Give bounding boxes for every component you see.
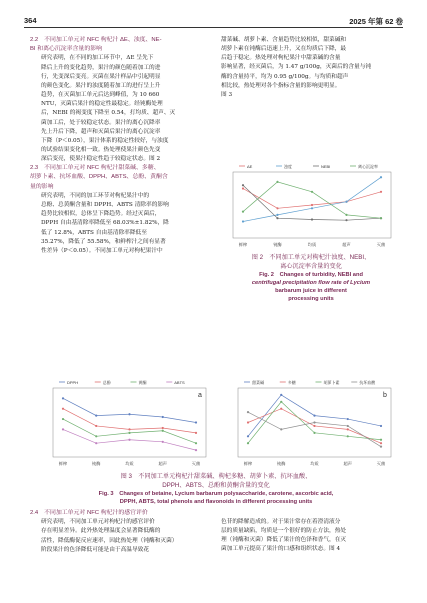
x-tick-label: 灭菌 bbox=[376, 461, 386, 466]
data-point bbox=[345, 219, 347, 221]
x-tick-label: 超声 bbox=[342, 242, 351, 247]
data-point bbox=[95, 435, 97, 437]
data-point bbox=[347, 435, 349, 437]
data-point bbox=[162, 441, 164, 443]
data-point bbox=[62, 408, 64, 410]
section-2-4-left bbox=[30, 509, 208, 555]
data-point bbox=[380, 446, 382, 448]
legend-label: 黄酮 bbox=[138, 380, 147, 385]
series-line bbox=[243, 185, 381, 220]
data-point bbox=[162, 427, 164, 429]
legend-label: 离心沉淀率 bbox=[358, 164, 378, 169]
data-point bbox=[380, 176, 382, 178]
legend-label: 总酚 bbox=[102, 380, 111, 385]
figure-3a-chart bbox=[41, 374, 216, 469]
data-point bbox=[313, 421, 315, 423]
data-point bbox=[347, 418, 349, 420]
x-tick-label: 钝酶 bbox=[92, 461, 101, 466]
data-point bbox=[347, 428, 349, 430]
running-header bbox=[24, 14, 403, 28]
data-point bbox=[311, 218, 313, 220]
data-point bbox=[162, 416, 164, 418]
x-tick-label: 鲜榨 bbox=[58, 461, 68, 466]
data-point bbox=[162, 430, 164, 432]
data-point bbox=[128, 439, 130, 441]
data-point bbox=[280, 401, 282, 403]
legend-label: 甜菜碱 bbox=[252, 380, 264, 385]
chart-legend bbox=[239, 163, 378, 169]
data-point bbox=[276, 214, 278, 216]
left-column bbox=[30, 36, 208, 256]
panel-label: a bbox=[198, 392, 202, 399]
data-point bbox=[276, 181, 278, 183]
data-point bbox=[195, 449, 197, 451]
data-point bbox=[380, 217, 382, 219]
data-point bbox=[242, 187, 244, 189]
x-tick-label: 超声 bbox=[343, 461, 352, 466]
x-tick-label: 均质 bbox=[307, 242, 317, 247]
data-point bbox=[276, 207, 278, 209]
legend-label: 抗坏血酸 bbox=[359, 380, 376, 385]
data-point bbox=[242, 184, 244, 186]
section-2-4-right: 色苷的降解造成的。对于果汁常存在着澄清液分 层的质量缺陷，均质是一个很好的防止方法，热处 理（钝酶和灭菌）降低了果汁的色泽和香气，在灭 菌加工单元提高了果汁的口感和组织状态。图 4 bbox=[221, 519, 347, 553]
x-tick-label: 钝酶 bbox=[277, 461, 286, 466]
data-point bbox=[313, 432, 315, 434]
x-tick-label: 均质 bbox=[310, 461, 319, 466]
section-2-3-body: 研究表明，不同的加工环节对枸杞果汁中的 总酚、总黄酮含量和 DPPH、ABTS 清除率的影响 趋势比较相似，总体呈下降趋势。经过灭菌后， DPPH 自由基清除率降低至 68.03%±1.82%，降 低了 12.8%，ABTS 自由基清除率降低至 35.27%，降低了 55.58%，和鲜榨汁之间有显著 性差异（P＜0.05）。不同加工单元对枸杞果汁中 bbox=[41, 192, 169, 254]
data-point bbox=[62, 397, 64, 399]
data-point bbox=[95, 442, 97, 444]
x-tick-label: 钝酶 bbox=[273, 242, 282, 247]
data-point bbox=[128, 428, 130, 430]
series-line bbox=[243, 177, 381, 221]
data-point bbox=[311, 204, 313, 206]
data-point bbox=[313, 415, 315, 417]
data-point bbox=[380, 425, 382, 427]
x-tick-label: 灭菌 bbox=[376, 242, 386, 247]
legend-label: 胡萝卜素 bbox=[323, 380, 340, 385]
data-point bbox=[247, 411, 249, 413]
data-point bbox=[247, 421, 249, 423]
data-point bbox=[128, 432, 130, 434]
section-2-4-heading: 2.4 不同加工单元对 NFC 枸杞汁的感官评价 bbox=[30, 510, 148, 516]
data-point bbox=[313, 425, 315, 427]
data-point bbox=[242, 211, 244, 213]
data-point bbox=[95, 415, 97, 417]
legend-label: DPPH bbox=[67, 380, 79, 385]
page-number: 364 bbox=[24, 16, 37, 25]
x-tick-label: 鲜榨 bbox=[238, 242, 248, 247]
x-tick-label: 灭菌 bbox=[191, 461, 201, 466]
figure-2-chart bbox=[221, 158, 401, 250]
data-point bbox=[380, 442, 382, 444]
section-2-2-body: 研究表明，在不同的加工环节中，ΔE 呈先下 降后上升的变化趋势，果汁的颜色随着加工的进 行，先变深后变亮。灭菌在果汁样品中引起明显 的颜色变化。果汁的浊度随着加工的进行呈上升 趋势，在灭菌加工单元后达到峰值，为 10 660 NTU，灭菌后果汁的稳定性最稳定。经钝酶处理 后，NEBI 的褐变度下降至 0.54，打均质、超声、灭 菌加工后，处于较稳定状态。果汁的离心沉降率 先上升后下降，超声和灭菌后果汁的离心沉淀率 下降（P＜0.05），果汁体系的稳定性较好，与浊度 的试验结果变化相一致。热处理使果汁颜色先变 深后变亮，使果汁稳定性趋于较稳定状态。图 2 bbox=[41, 55, 176, 163]
chart-legend bbox=[59, 379, 185, 385]
legend-label: ABTS bbox=[174, 380, 185, 385]
data-point bbox=[345, 201, 347, 203]
x-tick-label: 鲜榨 bbox=[243, 461, 253, 466]
data-point bbox=[95, 425, 97, 427]
data-point bbox=[195, 432, 197, 434]
series-line bbox=[248, 412, 381, 447]
legend-label: 多糖 bbox=[287, 380, 296, 385]
data-point bbox=[347, 425, 349, 427]
right-column: 甜菜碱、胡萝卜素、含量趋势比较相似，甜菜碱和 胡萝卜素在钝酶后迅速上升，又在均质后下降，最 后趋于稳定。热处理对枸杞果汁中甜菜碱的含量 影响显著，经灭菌后，为 1.47 g/100g，灭菌后的含量与钝 酶的含量持平，均为 0.95 g/100g。与均质和超声 相比较，热处理对各个指标含量的影响更明显。 图 3 bbox=[221, 37, 372, 98]
data-point bbox=[242, 220, 244, 222]
section-2-2-heading: 2.2 不同加工单元对 NFC 枸杞汁 ΔE、浊度、NE- BI 和离心沉淀率含量的影响 bbox=[30, 37, 162, 53]
header-rule bbox=[24, 27, 403, 28]
data-point bbox=[311, 191, 313, 193]
section-2-3-heading: 2.3 不同加工单元对 NFC 枸杞汁甜菜碱、多糖、 胡萝卜素、抗坏血酸、DPPH、ABTS、总酚、黄酮含 量的影响 bbox=[30, 165, 168, 190]
data-point bbox=[280, 408, 282, 410]
chart-legend bbox=[244, 379, 375, 385]
data-point bbox=[195, 442, 197, 444]
figure-3b-chart bbox=[226, 374, 401, 469]
section-2-4-body-left: 研究表明，不同加工单元对枸杞汁的感官评价 存在明显差异。此外热处理温度会显著降低酶的 活性，降低酶促反应速率，因此热处理（钝酶和灭菌） 阶段果汁的色泽降低可能是由于高温导致花 bbox=[41, 519, 178, 553]
data-point bbox=[280, 428, 282, 430]
data-point bbox=[380, 191, 382, 193]
data-point bbox=[247, 435, 249, 437]
data-point bbox=[311, 207, 313, 209]
data-point bbox=[276, 217, 278, 219]
journal-volume: 2025 年第 62 卷 bbox=[349, 17, 403, 26]
data-point bbox=[380, 439, 382, 441]
figure-2-caption: 图 2 不同加工单元对枸杞汁浊度、NEBI、 离心沉淀率含量的变化 Fig. 2 Changes of turbidity, NEBI and centrifugal precipitation flow rate of Lycium barbarum juice in different processing units bbox=[251, 254, 371, 302]
data-point bbox=[280, 394, 282, 396]
data-point bbox=[345, 214, 347, 216]
data-point bbox=[128, 413, 130, 415]
legend-label: 浊度 bbox=[284, 164, 292, 169]
data-point bbox=[62, 418, 64, 420]
data-point bbox=[62, 428, 64, 430]
legend-label: NEBI bbox=[321, 164, 331, 169]
x-tick-label: 超声 bbox=[158, 461, 167, 466]
data-point bbox=[247, 442, 249, 444]
data-point bbox=[195, 421, 197, 423]
figure-3-caption: 图 3 不同加工单元枸杞汁甜菜碱、枸杞多糖、胡萝卜素、抗坏血酸、 DPPH、ABTS、总酚和黄酮含量的变化 Fig. 3 Changes of betaine, Lycium barbarum polysaccharide, carotene, ascorbic acid, DPPH, ABTS, total phenols and flavonoids in different processing units bbox=[98, 473, 334, 505]
panel-label: b bbox=[383, 392, 387, 399]
legend-label: ΔE bbox=[247, 164, 253, 169]
x-tick-label: 均质 bbox=[125, 461, 134, 466]
